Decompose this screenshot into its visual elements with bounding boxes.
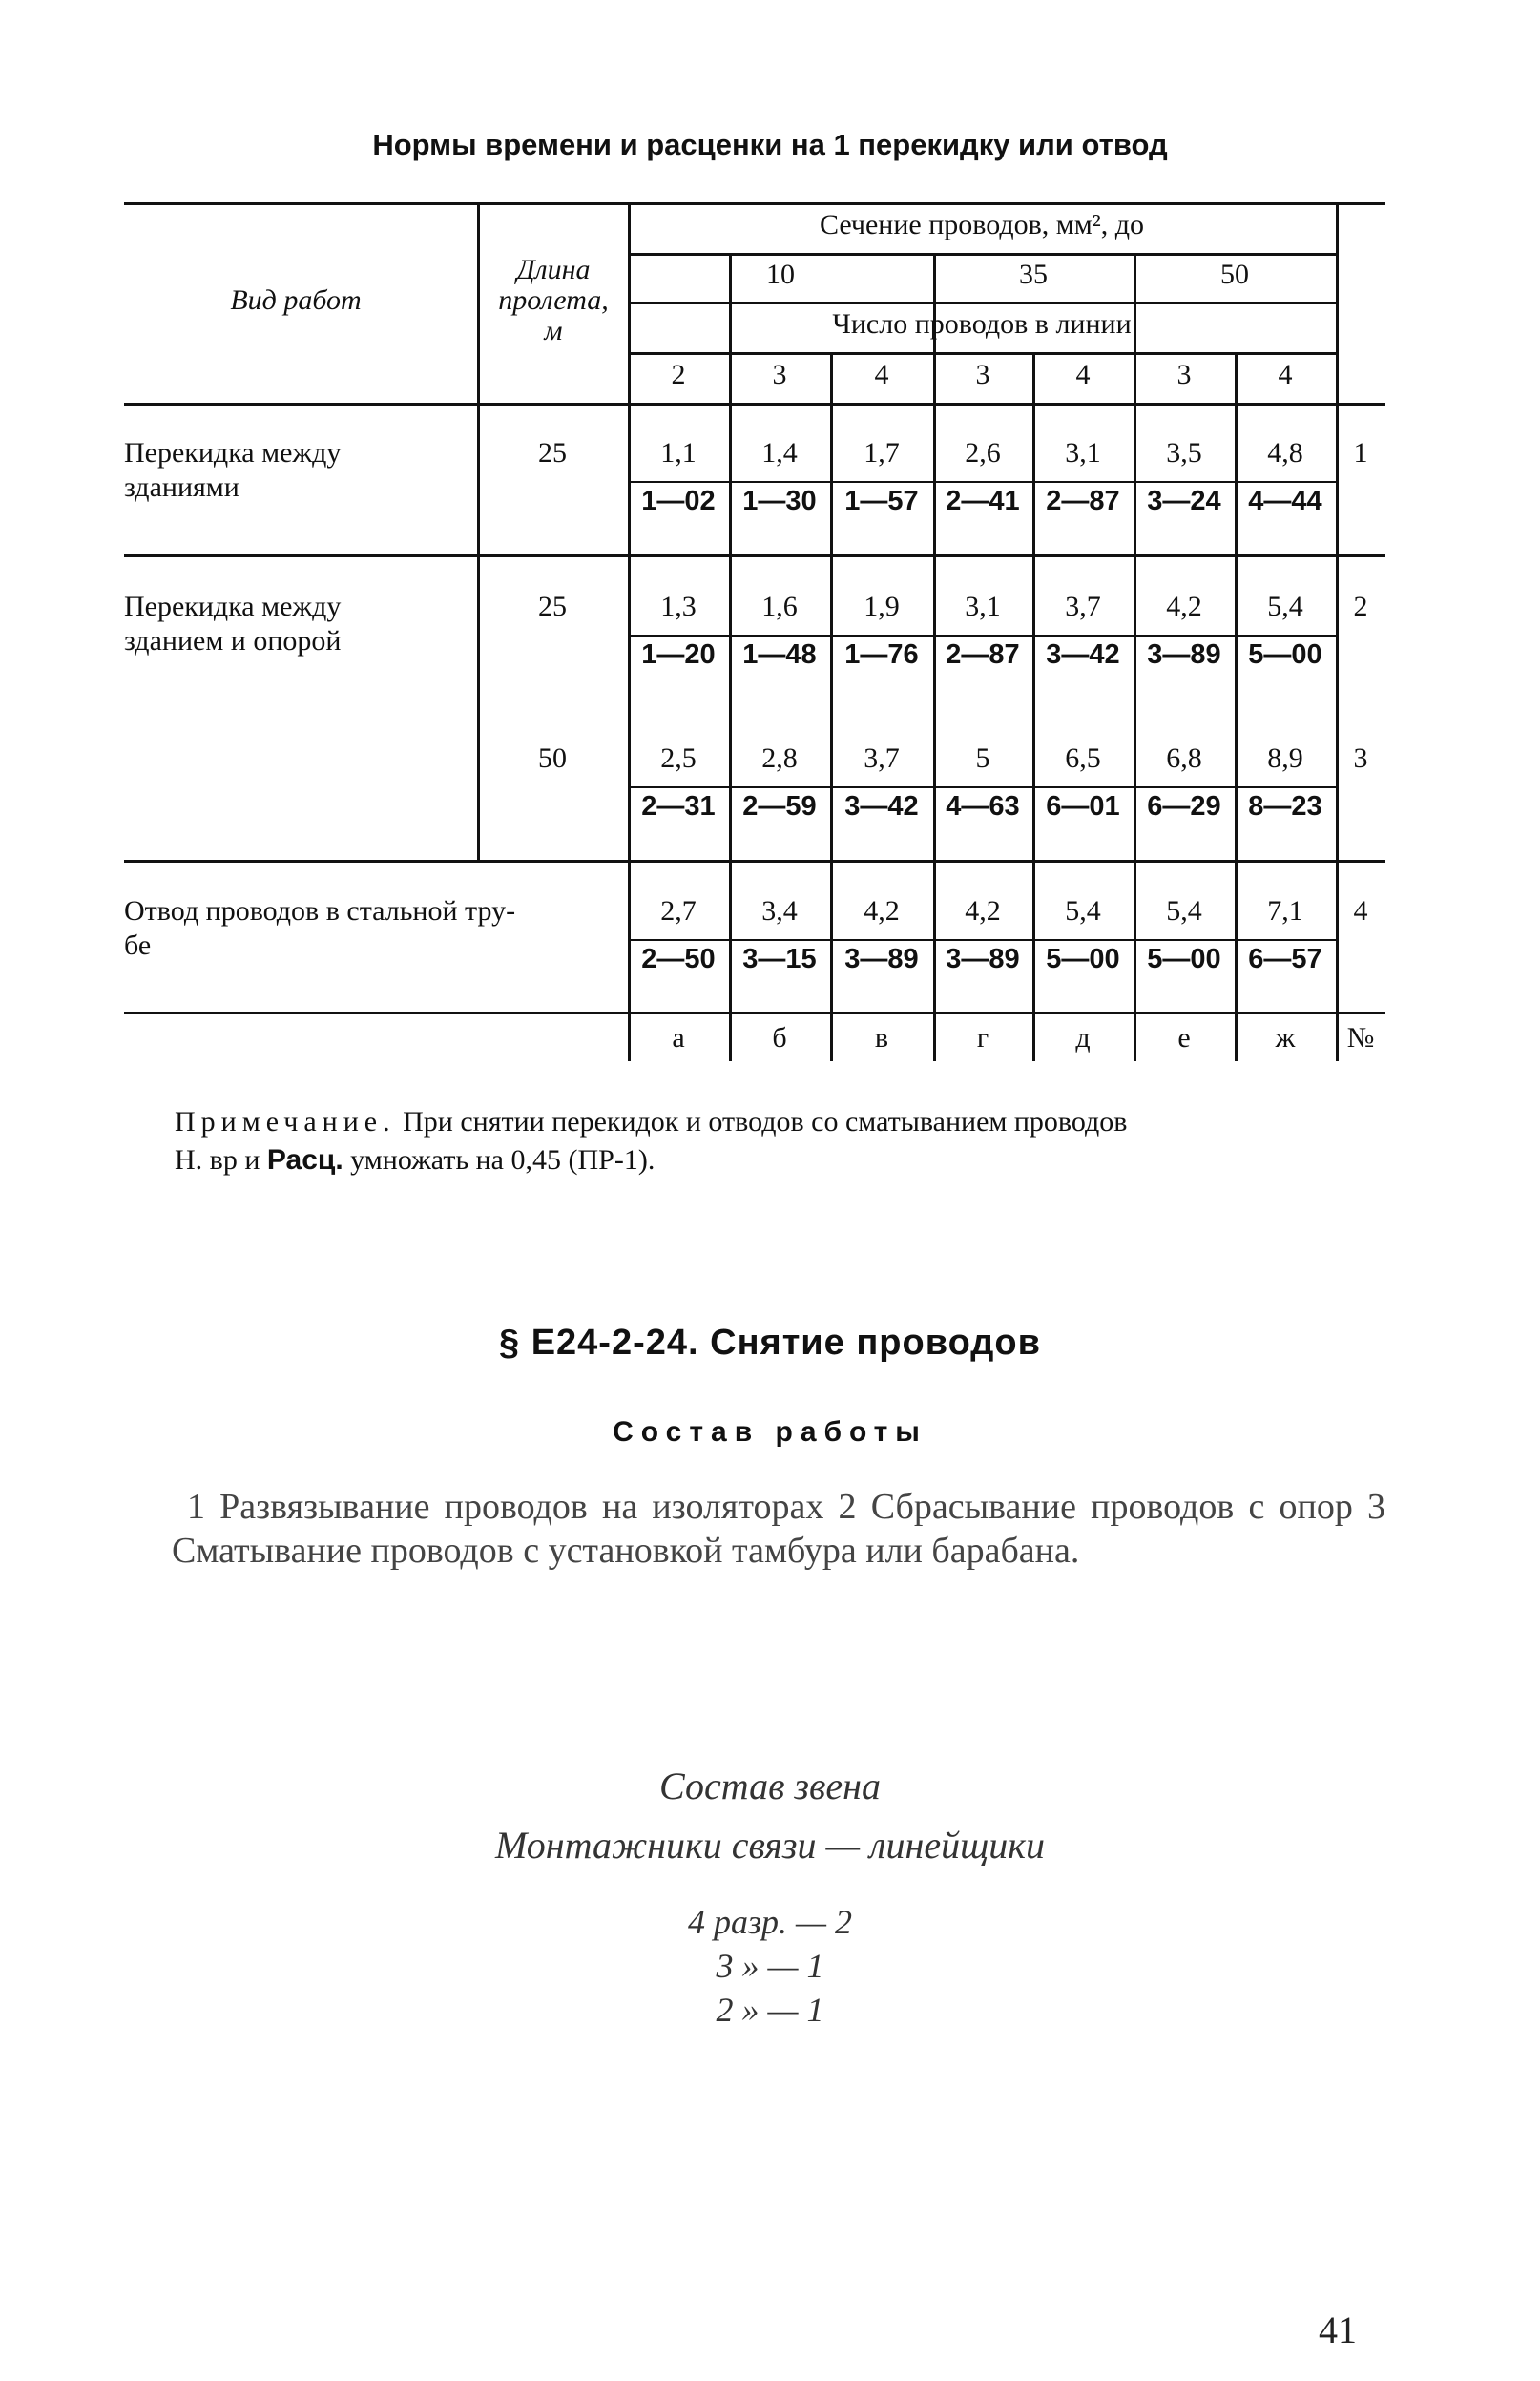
table-title: Нормы времени и расценки на 1 перекидку или отвод — [372, 128, 1168, 161]
row-3-norm-6: 8,9 — [1267, 742, 1303, 774]
row-3-span: 50 — [538, 742, 567, 774]
header-work-type: Вид работ — [230, 284, 362, 316]
row-2-span: 25 — [538, 591, 567, 622]
row-3-norm-4: 6,5 — [1065, 742, 1101, 774]
row-1-span: 25 — [538, 437, 567, 469]
row-1-work-0: Перекидка между — [124, 437, 342, 469]
row-1-rate-1: 1—30 — [742, 486, 817, 516]
row-4-norm-2: 4,2 — [864, 895, 900, 927]
row-rule-2 — [124, 860, 1385, 863]
row-2-rate-6: 5—00 — [1248, 639, 1322, 670]
row-2-norm-2: 1,9 — [864, 591, 900, 622]
rate-rule-3 — [628, 786, 1336, 788]
row-2-norm-5: 4,2 — [1166, 591, 1202, 622]
header-count-3: 3 — [975, 359, 990, 390]
row-1-norm-3: 2,6 — [965, 437, 1001, 469]
row-3-rate-2: 3—42 — [844, 791, 919, 822]
row-1-rate-0: 1—02 — [641, 486, 716, 516]
column-letter-1: б — [772, 1022, 787, 1054]
row-3-norm-2: 3,7 — [864, 742, 900, 774]
row-2-norm-0: 1,3 — [660, 591, 697, 622]
note-label: Примечание. — [175, 1106, 396, 1138]
header-count-1: 3 — [772, 359, 787, 390]
row-3-rate-1: 2—59 — [742, 791, 817, 822]
row-1-number: 1 — [1353, 437, 1368, 469]
rate-rule-1 — [628, 481, 1336, 483]
row-4-work-1: бе — [124, 929, 152, 961]
row-3-rate-4: 6—01 — [1046, 791, 1120, 822]
row-2-norm-6: 5,4 — [1267, 591, 1303, 622]
row-4-norm-3: 4,2 — [965, 895, 1001, 927]
team-heading: Состав звена — [658, 1765, 881, 1807]
row-2-norm-4: 3,7 — [1065, 591, 1101, 622]
row-4-rate-5: 5—00 — [1147, 944, 1221, 974]
row-1-rate-6: 4—44 — [1248, 486, 1322, 516]
row-3-rate-6: 8—23 — [1248, 791, 1322, 822]
row-1-norm-4: 3,1 — [1065, 437, 1101, 469]
row-4-rate-1: 3—15 — [742, 944, 817, 974]
row-4-norm-0: 2,7 — [660, 895, 697, 927]
row-1-rate-5: 3—24 — [1147, 486, 1221, 516]
header-rule-2 — [628, 302, 1336, 304]
row-1-norm-1: 1,4 — [761, 437, 798, 469]
row-3-rate-5: 6—29 — [1147, 791, 1221, 822]
note-rasc: Расц. — [266, 1144, 343, 1176]
row-4-rate-4: 5—00 — [1046, 944, 1120, 974]
row-1-rate-3: 2—41 — [946, 486, 1020, 516]
header-count-6: 4 — [1278, 359, 1293, 390]
row-2-rate-4: 3—42 — [1046, 639, 1120, 670]
note-hvr: Н. вр — [175, 1144, 238, 1176]
row-rule-1 — [124, 554, 1385, 557]
header-count-0: 2 — [671, 359, 686, 390]
row-3-rate-3: 4—63 — [946, 791, 1020, 822]
row-4-rate-3: 3—89 — [946, 944, 1020, 974]
row-2-norm-1: 1,6 — [761, 591, 798, 622]
composition-heading: Состав работы — [613, 1416, 927, 1448]
row-4-rate-0: 2—50 — [641, 944, 716, 974]
row-2-rate-5: 3—89 — [1147, 639, 1221, 670]
row-2-rate-3: 2—87 — [946, 639, 1020, 670]
header-rule-1 — [628, 253, 1336, 256]
rate-rule-4 — [628, 939, 1336, 941]
row-1-norm-6: 4,8 — [1267, 437, 1303, 469]
header-section-35: 35 — [1019, 259, 1048, 290]
header-span-2: м — [544, 315, 563, 346]
header-span-0: Длина — [516, 254, 591, 285]
column-letter-5: е — [1177, 1022, 1191, 1054]
header-count-4: 4 — [1075, 359, 1091, 390]
column-letter-4: д — [1075, 1022, 1091, 1054]
column-letter-2: в — [874, 1022, 889, 1054]
row-3-number: 3 — [1353, 742, 1368, 774]
team-line-1: 4 разр. — 2 — [687, 1903, 853, 1941]
row-1-rate-4: 2—87 — [1046, 486, 1120, 516]
row-4-number: 4 — [1353, 895, 1368, 927]
row-2-rate-1: 1—48 — [742, 639, 817, 670]
composition-text: 1 Развязывание проводов на изоляторах 2 Сбрасывание проводов с опор 3 Сматывание проводов с установкой тамбура или барабана. — [172, 1487, 1385, 1571]
header-section-50: 50 — [1220, 259, 1249, 290]
header-section: Сечение проводов, мм², до — [819, 209, 1145, 240]
row-1-norm-0: 1,1 — [660, 437, 697, 469]
table-top-rule — [124, 202, 1385, 205]
row-4-norm-4: 5,4 — [1065, 895, 1101, 927]
column-letter-3: г — [976, 1022, 989, 1054]
team-subheading: Монтажники связи — линейщики — [494, 1824, 1046, 1867]
row-2-number: 2 — [1353, 591, 1368, 622]
page-number: 41 — [1319, 2308, 1357, 2351]
header-span-1: пролета, — [498, 284, 609, 316]
data-col-line-7 — [1336, 202, 1339, 1061]
row-1-rate-2: 1—57 — [844, 486, 919, 516]
row-4-norm-6: 7,1 — [1267, 895, 1303, 927]
row-4-work-0: Отвод проводов в стальной тру- — [124, 895, 516, 927]
team-line-3: 2 » — 1 — [716, 1991, 824, 2029]
row-1-norm-2: 1,7 — [864, 437, 900, 469]
row-3-norm-5: 6,8 — [1166, 742, 1202, 774]
row-2-work-1: зданием и опорой — [124, 625, 342, 657]
row-4-norm-5: 5,4 — [1166, 895, 1202, 927]
row-4-norm-1: 3,4 — [761, 895, 798, 927]
column-letter-6: ж — [1275, 1022, 1296, 1054]
row-4-rate-2: 3—89 — [844, 944, 919, 974]
row-2-rate-0: 1—20 — [641, 639, 716, 670]
row-3-norm-1: 2,8 — [761, 742, 798, 774]
header-section-10: 10 — [766, 259, 795, 290]
row-2-norm-3: 3,1 — [965, 591, 1001, 622]
rate-rule-2 — [628, 635, 1336, 637]
row-3-norm-3: 5 — [975, 742, 990, 774]
row-2-work-0: Перекидка между — [124, 591, 342, 622]
header-rule-3 — [628, 352, 1336, 355]
section-title: § Е24-2-24. Снятие проводов — [499, 1323, 1041, 1363]
row-1-norm-5: 3,5 — [1166, 437, 1202, 469]
number-sign: № — [1346, 1022, 1375, 1054]
header-wires-count: Число проводов в линии — [832, 308, 1132, 340]
team-line-2: 3 » — 1 — [716, 1947, 824, 1985]
note-text-1: При снятии перекидок и отводов со сматыванием проводов — [395, 1106, 1128, 1138]
row-3-rate-0: 2—31 — [641, 791, 716, 822]
note-and: и — [237, 1144, 267, 1176]
header-count-2: 4 — [874, 359, 889, 390]
row-rule-3 — [124, 1012, 1385, 1014]
row-4-rate-6: 6—57 — [1248, 944, 1322, 974]
header-count-5: 3 — [1176, 359, 1192, 390]
row-2-rate-2: 1—76 — [844, 639, 919, 670]
note-text-2: умножать на 0,45 (ПР-1). — [343, 1144, 656, 1176]
row-3-norm-0: 2,5 — [660, 742, 697, 774]
header-bottom-rule — [124, 403, 1385, 406]
column-letter-0: а — [672, 1022, 685, 1054]
note — [175, 1103, 1386, 1180]
row-1-work-1: зданиями — [124, 471, 239, 503]
